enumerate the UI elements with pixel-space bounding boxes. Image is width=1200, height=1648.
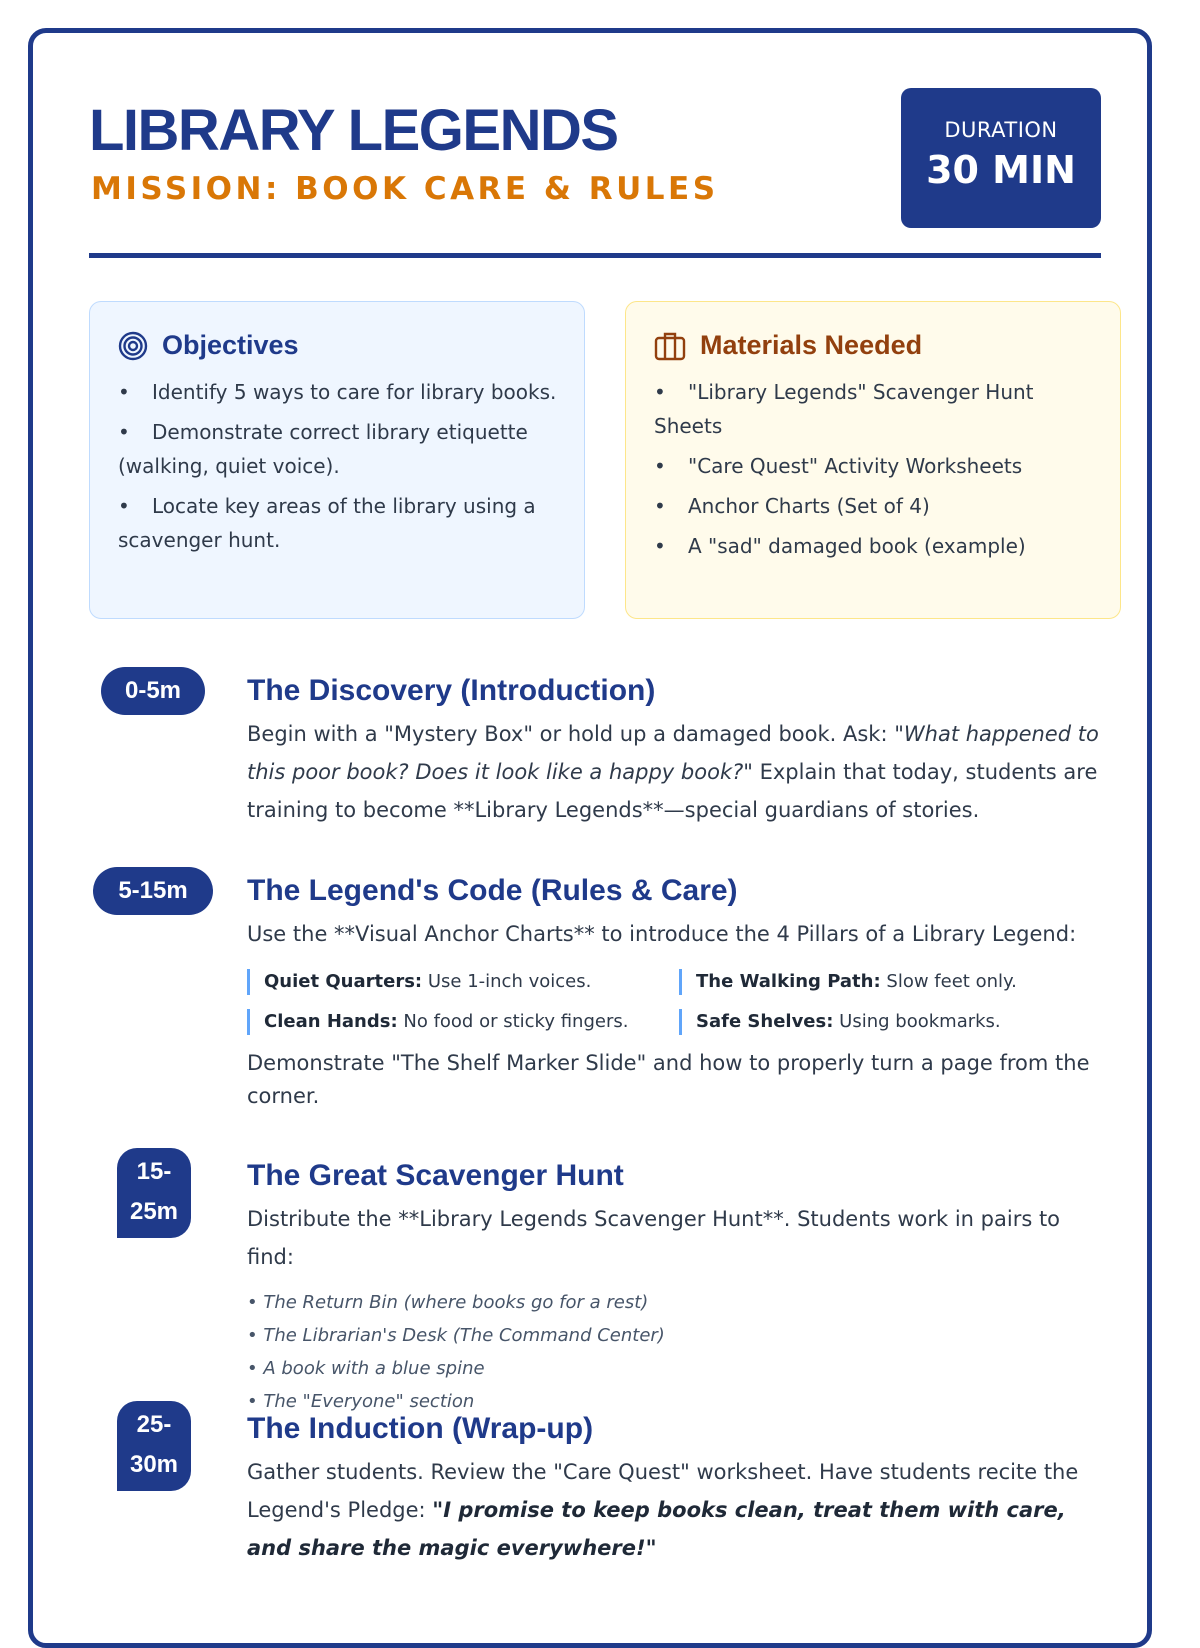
objectives-heading-text: Objectives bbox=[162, 330, 299, 360]
pillar-item: Quiet Quarters: Use 1-inch voices. bbox=[247, 969, 679, 995]
objectives-box bbox=[89, 301, 585, 619]
list-item: • A "sad" damaged book (example) bbox=[654, 534, 1026, 558]
section-text: Demonstrate "The Shelf Marker Slide" and how to properly turn a page from the corner. bbox=[247, 1051, 1090, 1108]
page-title: LIBRARY LEGENDS bbox=[89, 98, 618, 163]
section-title: The Great Scavenger Hunt bbox=[247, 1159, 624, 1192]
list-item: • The Return Bin (where books go for a rest) bbox=[247, 1292, 649, 1313]
list-item: • Identify 5 ways to care for library books. bbox=[118, 380, 557, 404]
time-badge: 25- 30m bbox=[117, 1401, 191, 1491]
list-item: • "Library Legends" Scavenger Hunt Sheets bbox=[654, 380, 1034, 438]
time-badge: 5-15m bbox=[93, 867, 213, 915]
section-title: The Induction (Wrap-up) bbox=[247, 1412, 594, 1445]
pillar-item: Safe Shelves: Using bookmarks. bbox=[679, 1009, 1099, 1035]
list-item: • Locate key areas of the library using a scavenger hunt. bbox=[118, 494, 536, 552]
materials-heading bbox=[654, 330, 1096, 361]
page-subtitle: MISSION: BOOK CARE & RULES bbox=[91, 171, 719, 207]
materials-list bbox=[654, 375, 1096, 563]
pillar-item: Clean Hands: No food or sticky fingers. bbox=[247, 1009, 679, 1035]
list-item: • The "Everyone" section bbox=[247, 1391, 475, 1412]
section-text: Begin with a "Mystery Box" or hold up a damaged book. Ask: "What happened to this poor book? Does it look like a happy book?" Explain that today, students are training to become **Library Legends**—special guardians of stories. bbox=[247, 722, 1099, 822]
list-item: • A book with a blue spine bbox=[247, 1358, 485, 1379]
header bbox=[89, 88, 1101, 263]
materials-heading-text: Materials Needed bbox=[700, 330, 923, 360]
section-title: The Discovery (Introduction) bbox=[247, 674, 656, 707]
list-item: • Demonstrate correct library etiquette (walking, quiet voice). bbox=[118, 420, 528, 478]
list-item: • "Care Quest" Activity Worksheets bbox=[654, 454, 1023, 478]
section-title: The Legend's Code (Rules & Care) bbox=[247, 874, 738, 907]
lesson-card bbox=[28, 28, 1152, 1648]
target-icon bbox=[118, 331, 148, 361]
objectives-heading bbox=[118, 330, 560, 361]
duration-badge bbox=[901, 88, 1101, 228]
time-badge: 0-5m bbox=[101, 667, 205, 715]
pillar-item: The Walking Path: Slow feet only. bbox=[679, 969, 1099, 995]
time-badge: 15- 25m bbox=[117, 1148, 191, 1238]
section-text: Distribute the **Library Legends Scavenger Hunt**. Students work in pairs to find: bbox=[247, 1207, 1061, 1269]
section-text: Gather students. Review the "Care Quest" worksheet. Have students recite the Legend's Pledge: "I promise to keep books clean, treat them with care, and share the magic everywhere!" bbox=[247, 1460, 1079, 1560]
section-text: Use the **Visual Anchor Charts** to introduce the 4 Pillars of a Library Legend: bbox=[247, 922, 1077, 946]
hunt-list bbox=[247, 1286, 1101, 1418]
pillars-grid bbox=[247, 969, 1101, 1035]
duration-value: 30 MIN bbox=[926, 148, 1076, 192]
objectives-list bbox=[118, 375, 560, 557]
briefcase-icon bbox=[654, 331, 686, 361]
materials-box bbox=[625, 301, 1121, 619]
duration-label: DURATION bbox=[944, 118, 1058, 142]
list-item: • Anchor Charts (Set of 4) bbox=[654, 494, 930, 518]
header-divider bbox=[89, 253, 1101, 258]
list-item: • The Librarian's Desk (The Command Center) bbox=[247, 1325, 665, 1346]
